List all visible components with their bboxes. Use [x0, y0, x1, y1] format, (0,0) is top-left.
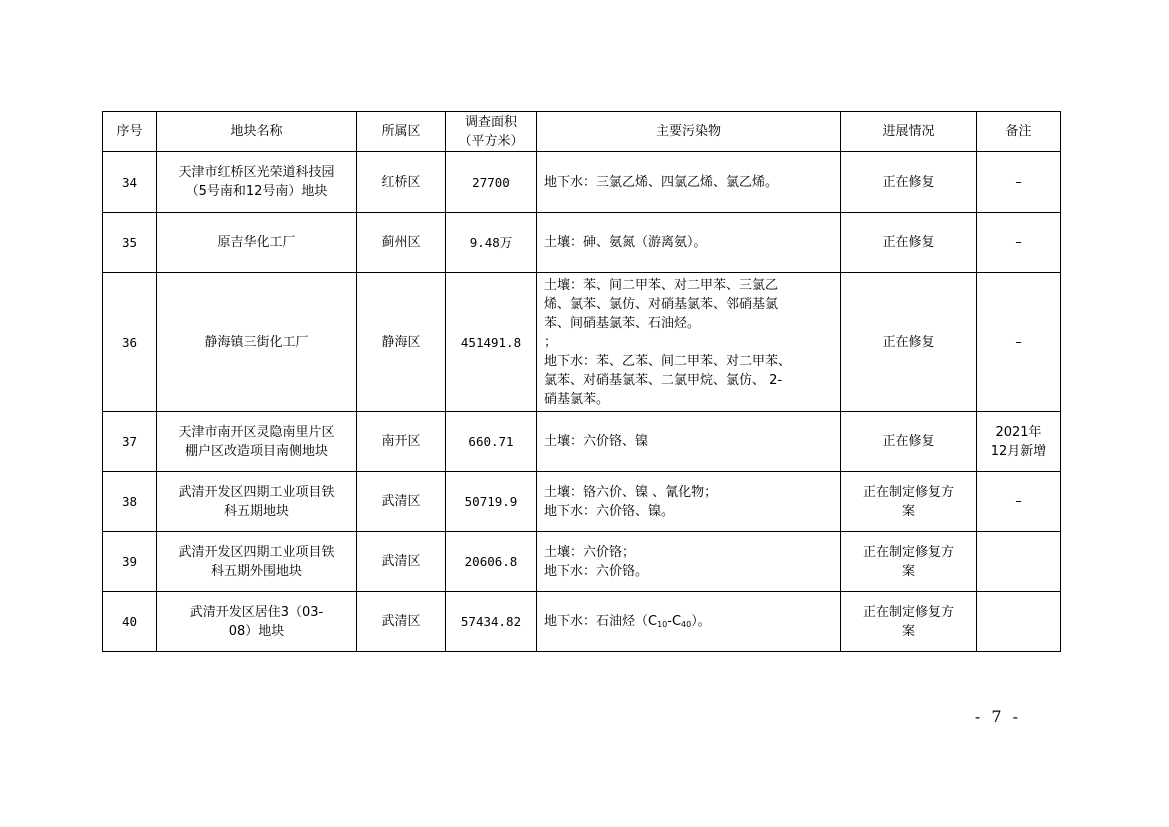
- cell-pollutants: [537, 532, 841, 592]
- cell-progress: [841, 472, 977, 532]
- site-name-line: 武清开发区四期工业项目铁: [178, 544, 335, 560]
- header-progress: 进展情况: [841, 112, 977, 152]
- site-name-line: 武清开发区四期工业项目铁: [178, 484, 335, 500]
- header-name: 地块名称: [157, 112, 357, 152]
- cell-site-name: [157, 472, 357, 532]
- pollutant-line: 地下水：六价铬、镍。: [544, 503, 675, 519]
- cell-progress: [841, 532, 977, 592]
- cell-district: 红桥区: [357, 152, 446, 213]
- pollutant-line: ；: [544, 334, 558, 350]
- pollutant-sub1: 10: [657, 620, 668, 629]
- cell-remarks: [977, 213, 1061, 273]
- site-name-line: 天津市红桥区光荣道科技园: [178, 165, 335, 180]
- pollutant-line: 氯苯、对硝基氯苯、二氯甲烷、氯仿、 2-: [544, 372, 783, 388]
- cell-pollutants: [537, 472, 841, 532]
- pollutant-line: 土壤：砷、氨氮（游离氨）。: [544, 235, 707, 250]
- header-pollutants: 主要污染物: [537, 112, 841, 152]
- cell-progress: [841, 592, 977, 652]
- cell-area: 20606.8: [446, 532, 537, 592]
- cell-pollutants: [537, 273, 841, 412]
- site-name-line: 08）地块: [228, 623, 285, 639]
- table-row: [103, 412, 1061, 472]
- cell-progress: [841, 213, 977, 273]
- cell-seq: 37: [103, 412, 157, 472]
- table-row: [103, 213, 1061, 273]
- cell-remarks: [977, 592, 1061, 652]
- pollutant-line: 苯、间硝基氯苯、石油烃。: [544, 315, 701, 331]
- progress-line: 正在制定修复方: [862, 484, 954, 500]
- site-name-line: 棚户区改造项目南侧地块: [184, 443, 328, 459]
- cell-remarks: [977, 412, 1061, 472]
- table-header-row: [103, 112, 1061, 152]
- pollutant-line: 地下水：三氯乙烯、四氯乙烯、氯乙烯。: [544, 174, 779, 190]
- cell-pollutants: [537, 412, 841, 472]
- cell-area: 451491.8: [446, 273, 537, 412]
- remarks-line: –: [1015, 235, 1022, 250]
- header-remarks: 备注: [977, 112, 1061, 152]
- pollutant-prefix: 地下水：石油烃（C: [544, 614, 658, 629]
- progress-line: 案: [901, 563, 915, 579]
- cell-area: 9.48万: [446, 213, 537, 273]
- cell-seq: 39: [103, 532, 157, 592]
- pollutant-line: 烯、氯苯、氯仿、对硝基氯苯、邻硝基氯: [544, 296, 779, 312]
- cell-site-name: [157, 532, 357, 592]
- cell-remarks: [977, 532, 1061, 592]
- cell-district: 武清区: [357, 532, 446, 592]
- remarks-line: –: [1015, 174, 1022, 190]
- header-district: 所属区: [357, 112, 446, 152]
- header-area-line1: 调查面积: [464, 114, 517, 130]
- progress-line: 案: [901, 503, 915, 519]
- cell-site-name: [157, 152, 357, 213]
- cell-site-name: [157, 273, 357, 412]
- pollutant-line: 土壤：六价铬；: [544, 544, 636, 560]
- site-name-line: 原吉华化工厂: [217, 235, 296, 250]
- table-body: [103, 152, 1061, 652]
- table-row: [103, 152, 1061, 213]
- cell-pollutants: [537, 213, 841, 273]
- site-name-line: 天津市南开区灵隐南里片区: [178, 424, 335, 440]
- page-number: - 7 -: [974, 707, 1022, 726]
- table-row: [103, 472, 1061, 532]
- progress-line: 正在修复: [882, 174, 935, 190]
- cell-area: 57434.82: [446, 592, 537, 652]
- cell-district: 武清区: [357, 472, 446, 532]
- cell-progress: [841, 412, 977, 472]
- cell-seq: 40: [103, 592, 157, 652]
- cell-seq: 34: [103, 152, 157, 213]
- cell-progress: [841, 152, 977, 213]
- pollutant-suffix: ）。: [691, 614, 711, 629]
- cell-seq: 38: [103, 472, 157, 532]
- progress-line: 正在修复: [882, 334, 935, 350]
- cell-district: 蓟州区: [357, 213, 446, 273]
- pollutant-line: 地下水：苯、乙苯、间二甲苯、对二甲苯、: [544, 353, 792, 369]
- header-area: [446, 112, 537, 152]
- site-name-line: （5号南和12号南）地块: [185, 184, 328, 199]
- pollutant-middle: -C: [667, 614, 682, 629]
- pollutant-line: 土壤：苯、间二甲苯、对二甲苯、三氯乙: [544, 277, 779, 293]
- remarks-line: –: [1015, 494, 1022, 509]
- progress-line: 案: [901, 623, 915, 639]
- progress-line: 正在修复: [882, 434, 935, 449]
- header-seq: 序号: [103, 112, 157, 152]
- cell-district: 静海区: [357, 273, 446, 412]
- pollutant-line: 土壤：铬六价、镍 、氰化物；: [544, 484, 718, 500]
- progress-line: 正在制定修复方: [862, 604, 954, 620]
- cell-site-name: [157, 592, 357, 652]
- table-row: [103, 592, 1061, 652]
- pollutant-line: 土壤：六价铬、镍: [544, 434, 649, 449]
- pollutant-line: 地下水：六价铬。: [544, 563, 649, 579]
- site-name-line: 静海镇三街化工厂: [204, 334, 309, 350]
- cell-seq: 35: [103, 213, 157, 273]
- cell-seq: 36: [103, 273, 157, 412]
- remarks-line: 12月新增: [990, 443, 1047, 459]
- cell-pollutants: [537, 592, 841, 652]
- cell-district: 南开区: [357, 412, 446, 472]
- table-row: [103, 273, 1061, 412]
- cell-site-name: [157, 412, 357, 472]
- cell-area: 27700: [446, 152, 537, 213]
- cell-area: 660.71: [446, 412, 537, 472]
- header-area-line2: （平方米）: [458, 133, 524, 149]
- pollutant-line: 硝基氯苯。: [544, 391, 610, 407]
- cell-district: 武清区: [357, 592, 446, 652]
- progress-line: 正在修复: [882, 235, 935, 250]
- table-row: [103, 532, 1061, 592]
- progress-line: 正在制定修复方: [862, 544, 954, 560]
- cell-remarks: [977, 152, 1061, 213]
- pollutant-line: [544, 612, 836, 631]
- cell-site-name: [157, 213, 357, 273]
- site-name-line: 科五期地块: [223, 503, 289, 519]
- remarks-line: –: [1015, 334, 1022, 350]
- cell-pollutants: [537, 152, 841, 213]
- cell-remarks: [977, 273, 1061, 412]
- remarks-line: 2021年: [995, 424, 1042, 440]
- contaminated-sites-table: [102, 111, 1061, 652]
- cell-area: 50719.9: [446, 472, 537, 532]
- site-name-line: 科五期外围地块: [210, 563, 302, 579]
- site-name-line: 武清开发区居住3（03-: [189, 604, 324, 620]
- cell-remarks: [977, 472, 1061, 532]
- cell-progress: [841, 273, 977, 412]
- pollutant-sub2: 40: [681, 620, 692, 629]
